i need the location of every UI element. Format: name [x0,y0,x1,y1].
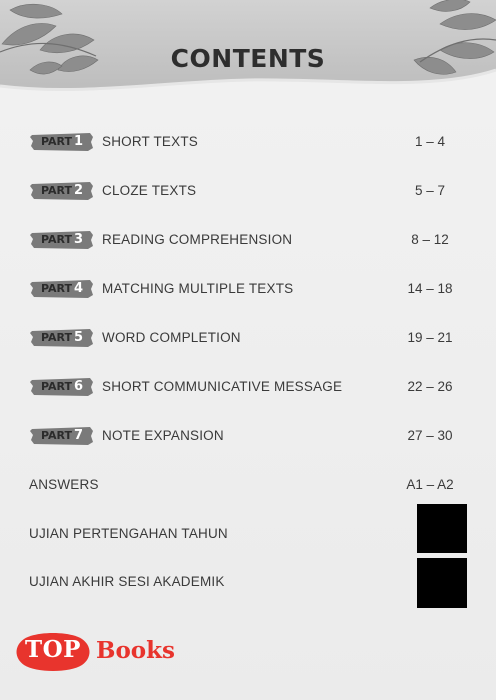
part-word: PART [40,282,72,295]
toc-pages: 14 – 18 [407,281,453,296]
part-badge [30,230,94,250]
toc-title: READING COMPREHENSION [102,232,293,247]
toc-row-part-7 [0,424,496,448]
toc-pages: 5 – 7 [414,183,446,198]
part-number: 7 [74,428,84,443]
toc-title: SHORT TEXTS [102,134,198,149]
header-banner [0,0,496,110]
part-word: PART [40,331,72,344]
part-word: PART [40,184,72,197]
toc-row-part-2 [0,179,496,203]
toc-title: MATCHING MULTIPLE TEXTS [102,281,294,296]
toc-title: UJIAN PERTENGAHAN TAHUN [29,526,228,541]
part-word: PART [40,380,72,393]
part-number: 5 [74,330,84,345]
toc-row-part-4 [0,277,496,301]
toc-title: NOTE EXPANSION [102,428,224,443]
part-number: 6 [74,379,84,394]
toc-row-part-6 [0,375,496,399]
toc-title: CLOZE TEXTS [102,183,197,198]
toc-pages: A1 – A2 [406,477,454,492]
redaction-box [417,558,467,608]
toc-pages: 22 – 26 [407,379,453,394]
logo-books-text: Books [96,637,176,664]
toc-pages: 27 – 30 [407,428,453,443]
toc-title: SHORT COMMUNICATIVE MESSAGE [102,379,343,394]
page-title: CONTENTS [170,44,326,73]
toc-row-answers [0,473,496,497]
toc-title: UJIAN AKHIR SESI AKADEMIK [29,574,225,589]
toc-pages: 8 – 12 [411,232,449,247]
part-number: 2 [74,183,84,198]
logo-top-badge [14,631,92,673]
part-badge [30,377,94,397]
toc-title: WORD COMPLETION [102,330,241,345]
part-number: 3 [74,232,84,247]
part-word: PART [40,135,72,148]
toc-pages: 1 – 4 [414,134,446,149]
toc-row-part-1 [0,130,496,154]
toc-title: ANSWERS [29,477,99,492]
part-badge [30,132,94,152]
part-badge [30,328,94,348]
part-word: PART [40,429,72,442]
toc-row-part-3 [0,228,496,252]
logo-top-text: TOP [25,636,81,663]
toc-pages: 19 – 21 [407,330,453,345]
part-number: 4 [74,281,84,296]
part-badge [30,279,94,299]
part-badge [30,181,94,201]
part-badge [30,426,94,446]
part-word: PART [40,233,72,246]
toc-row-part-5 [0,326,496,350]
redaction-box [417,504,467,553]
part-number: 1 [74,134,84,149]
